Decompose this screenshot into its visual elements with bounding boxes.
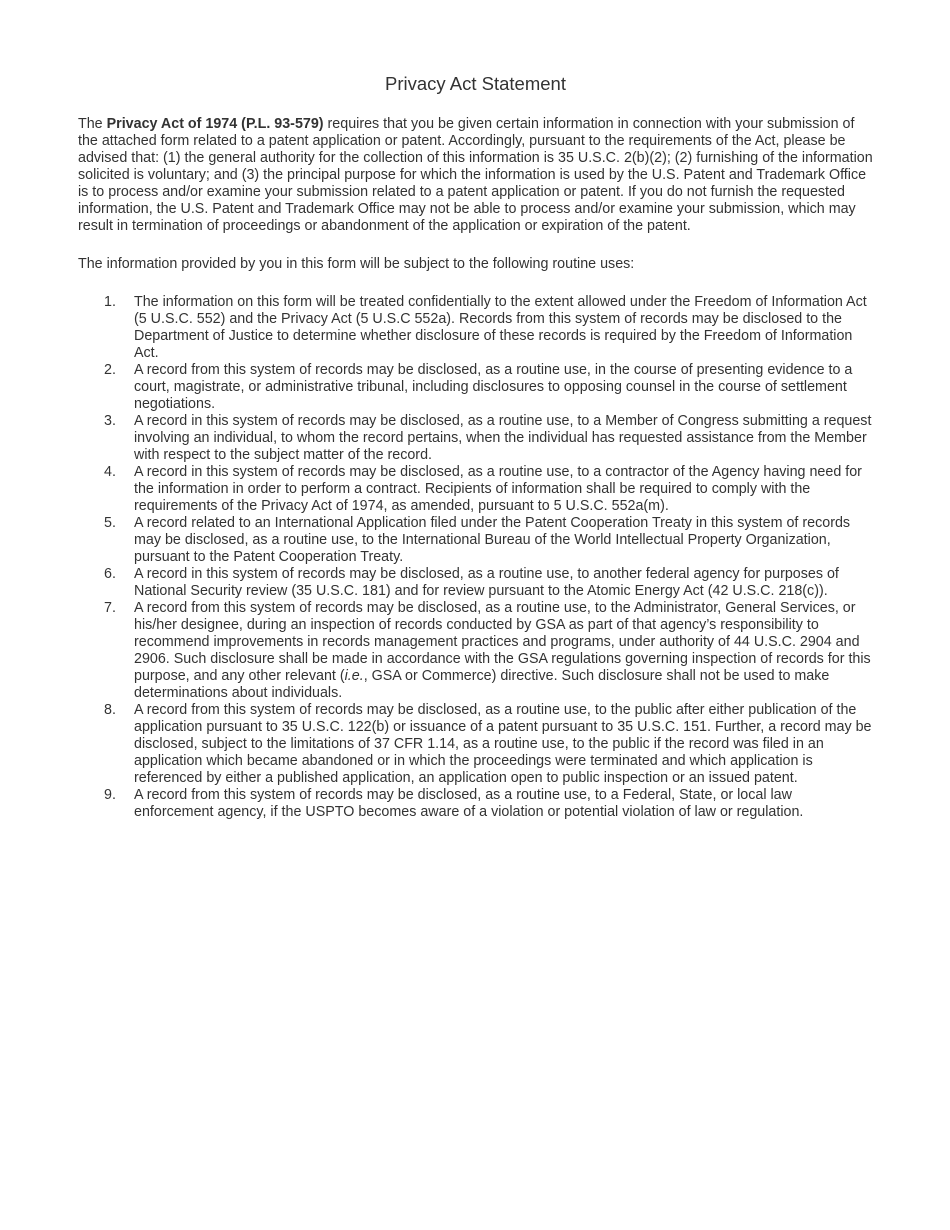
list-item-text-italic: i.e.: [344, 668, 364, 684]
list-item-number: 5.: [104, 515, 116, 531]
routine-uses-intro: The information provided by you in this form will be subject to the following routine uses:: [78, 256, 635, 272]
list-item-text: A record related to an International Application filed under the Patent Cooperation Treaty in this system of records may be disclosed, as a routine use, to the International Bureau of the World Intellectual Property Organization, pursuant to the Patent Cooperation Treaty.: [134, 515, 851, 565]
act-name: Privacy Act of 1974 (P.L. 93-579): [106, 116, 324, 132]
list-item: [78, 362, 873, 413]
list-item-text: A record in this system of records may be disclosed, as a routine use, to another federal agency for purposes of National Security review (35 U.S.C. 181) and for review pursuant to the Atomic Energy Act (42 U.S.C. 218(c)).: [134, 566, 839, 599]
document-page: [78, 70, 873, 821]
list-item-text: A record in this system of records may be disclosed, as a routine use, to a contractor of the Agency having need for the information in order to perform a contract. Recipients of information shall be required to comply with the requirements of the Privacy Act of 1974, as amended, pursuant to 5 U.S.C. 552a(m).: [134, 464, 862, 514]
list-item-text: A record in this system of records may be disclosed, as a routine use, to a Member of Congress submitting a request involving an individual, to whom the record pertains, when the individual has requested assistance from the Member with respect to the subject matter of the record.: [134, 413, 872, 463]
list-item-text-before: A record from this system of records may be disclosed, as a routine use, to the Administrator, General Services, or his/her designee, during an inspection of records conducted by GSA as part of that agency’s responsibility to recommend improvements in records management practices and programs, under authority of 44 U.S.C. 2904 and 2906. Such disclosure shall be made in accordance with the GSA regulations governing inspection of records for this purpose, and any other relevant (: [134, 600, 871, 684]
list-item-text: A record from this system of records may be disclosed, as a routine use, in the course of presenting evidence to a court, magistrate, or administrative tribunal, including disclosures to opposing counsel in the course of settlement negotiations.: [134, 362, 853, 412]
routine-uses-list: [78, 294, 873, 821]
list-item-text: [134, 600, 871, 701]
intro-paragraph: [78, 116, 873, 235]
list-item: [78, 464, 873, 515]
intro-prefix: The: [78, 116, 107, 132]
list-item-number: 2.: [104, 362, 116, 378]
list-item: [78, 787, 873, 821]
list-item: [78, 515, 873, 566]
intro-body: requires that you be given certain information in connection with your submission of the attached form related to a patent application or patent. Accordingly, pursuant to the requirements of the Act, please be advised that: (1) the general authority for the collection of this information is 35 U.S.C. 2(b)(2); (2) furnishing of the information solicited is voluntary; and (3) the principal purpose for which the information is used by the U.S. Patent and Trademark Office is to process and/or examine your submission related to a patent application or patent. If you do not furnish the requested information, the U.S. Patent and Trademark Office may not be able to process and/or examine your submission, which may result in termination of proceedings or abandonment of the application or expiration of the patent.: [78, 116, 873, 234]
list-item: [78, 702, 873, 787]
list-item-number: 1.: [104, 294, 116, 310]
list-item: [78, 294, 873, 362]
list-item-number: 8.: [104, 702, 116, 718]
list-item-number: 4.: [104, 464, 116, 480]
list-item-number: 7.: [104, 600, 116, 616]
list-item-number: 6.: [104, 566, 116, 582]
list-item: [78, 566, 873, 600]
list-item-number: 9.: [104, 787, 116, 803]
list-item-text: A record from this system of records may be disclosed, as a routine use, to a Federal, State, or local law enforcement agency, if the USPTO becomes aware of a violation or potential violation of law or regulation.: [134, 787, 804, 820]
list-item-text: The information on this form will be treated confidentially to the extent allowed under the Freedom of Information Act (5 U.S.C. 552) and the Privacy Act (5 U.S.C 552a). Records from this system of records may be disclosed to the Department of Justice to determine whether disclosure of these records is required by the Freedom of Information Act.: [134, 294, 867, 361]
list-item: [78, 413, 873, 464]
list-item-text-after: , GSA or Commerce) directive. Such disclosure shall not be used to make determinations about individuals.: [134, 668, 830, 701]
list-item-number: 3.: [104, 413, 116, 429]
list-item: [78, 600, 873, 702]
list-item-text: A record from this system of records may be disclosed, as a routine use, to the public after either publication of the application pursuant to 35 U.S.C. 122(b) or issuance of a patent pursuant to 35 U.S.C. 151. Further, a record may be disclosed, subject to the limitations of 37 CFR 1.14, as a routine use, to the public if the record was filed in an application which became abandoned or in which the proceedings were terminated and which application is referenced by either a published application, an application open to public inspection or an issued patent.: [134, 702, 872, 786]
page-title: Privacy Act Statement: [385, 73, 566, 94]
